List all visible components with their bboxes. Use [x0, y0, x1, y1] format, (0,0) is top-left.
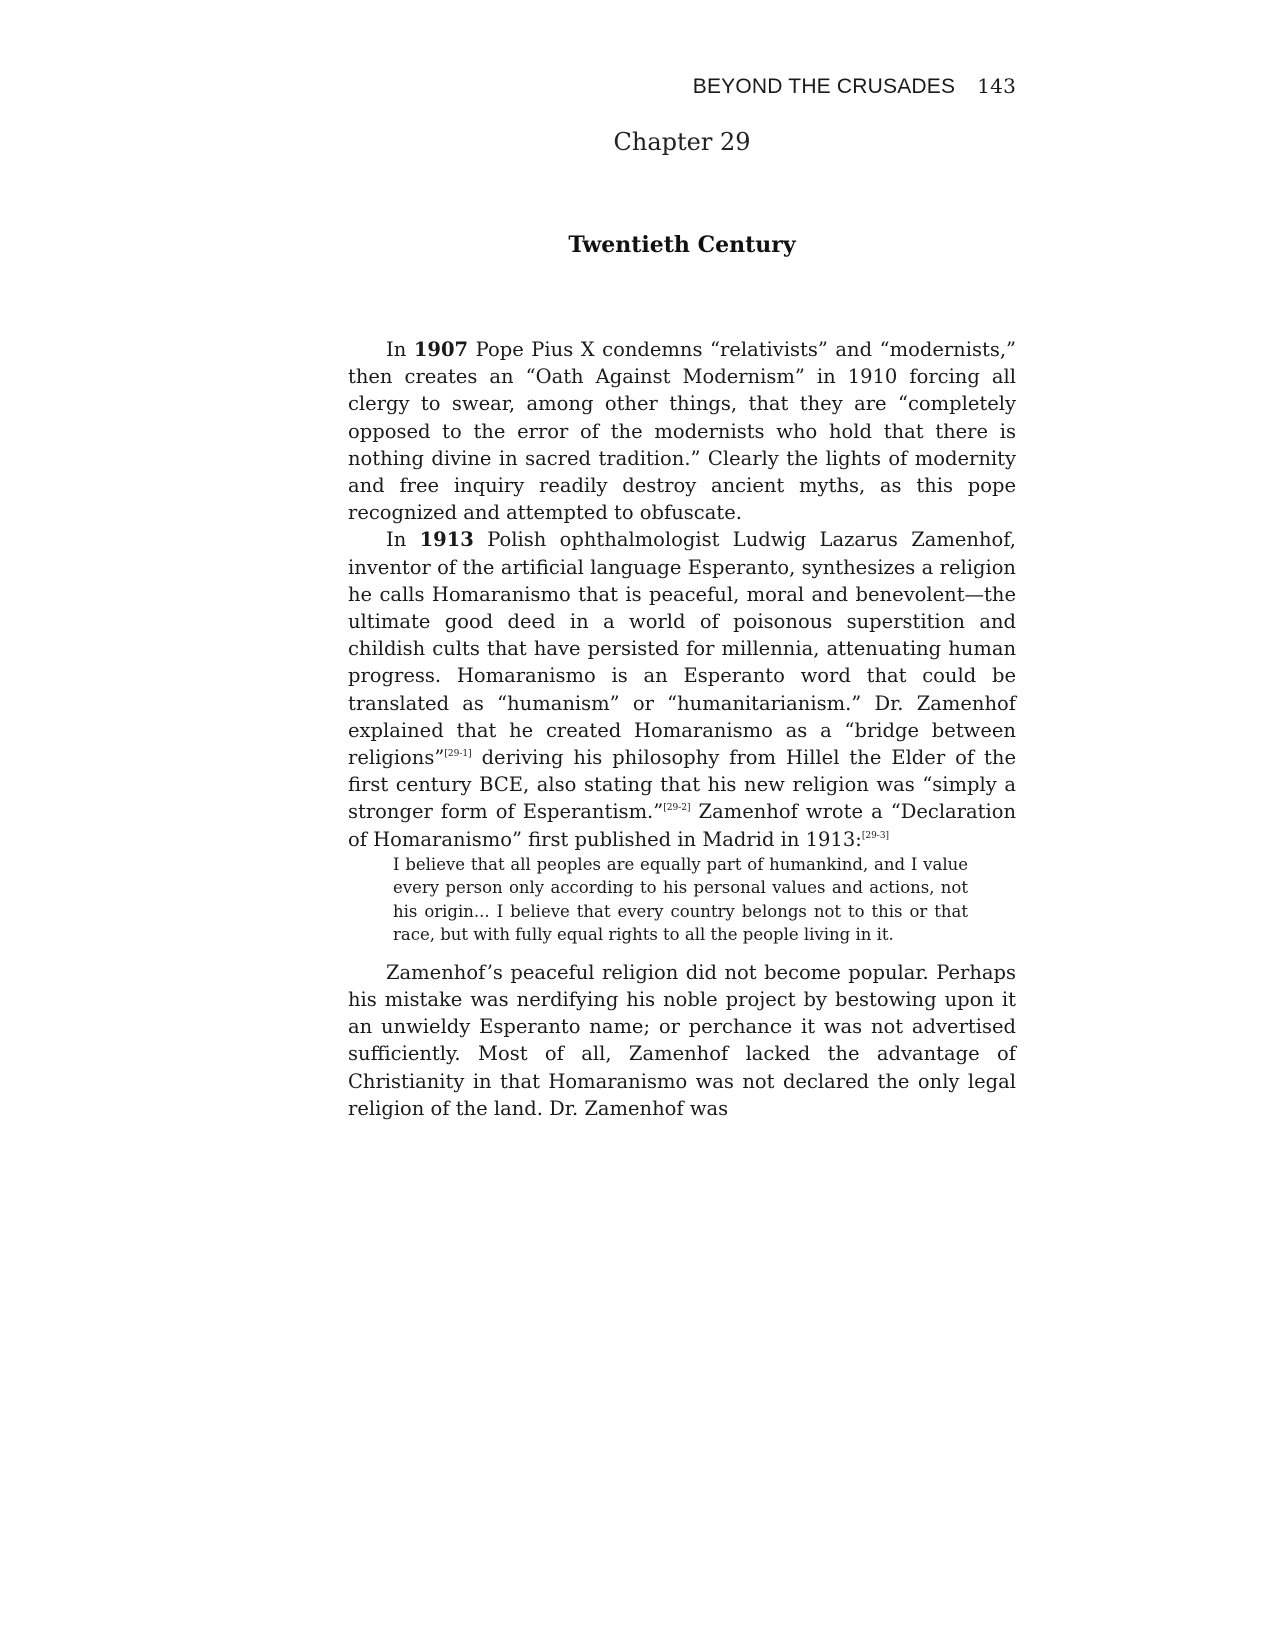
closing-paragraph: Zamenhof’s peaceful religion did not become popular. Perhaps his mistake was nerdifying his noble project by bestowing upon it an unwieldy Esperanto name; or perchance it was not advertised sufficiently. Most of all, Zamenhof lacked the advantage of Christianity in that Homaranismo was not declared the only legal religion of the land. Dr. Zamenhof was	[348, 960, 1016, 1120]
paragraph-lead: In	[386, 528, 420, 552]
paragraph-text: deriving his philosophy from Hillel the Elder of the first century BCE, also stating that his new religion was “simply a stronger form of Esperantism.”	[348, 746, 1016, 824]
paragraph-text: Polish ophthalmologist Ludwig Lazarus Zamenhof, inventor of the artificial language Esperanto, synthesizes a religion he calls Homaranismo that is peaceful, moral and benevolent—the ultimate good deed in a world of poisonous superstition and childish cults that have persisted for millennia, attenuating human progress. Homaranismo is an Esperanto word that could be translated as “humanism” or “humanitarianism.” Dr. Zamenhof explained that he created Homaranismo as a “bridge between religions”	[348, 528, 1016, 770]
year-1913: 1913	[419, 528, 474, 552]
running-title: BEYOND THE CRUSADES	[692, 75, 956, 98]
footnote-ref-29-1[interactable]: [29-1]	[444, 749, 472, 760]
page-number: 143	[977, 74, 1016, 98]
chapter-title: Twentieth Century	[568, 232, 796, 258]
year-1907: 1907	[413, 338, 469, 361]
paragraph-text: Pope Pius X condemns “relativists” and “modernists,” then creates an “Oath Against Modernism” in 1910 forcing all clergy to swear, among other things, that they are “completely opposed to the error of the modernists who hold that there is nothing divine in sacred tradition.” Clearly the lights of modernity and free inquiry readily destroy ancient myths, as this pope recognized and attempted to obfuscate.	[348, 338, 1016, 525]
running-head	[348, 74, 1016, 99]
footnote-ref-29-2[interactable]: [29-2]	[663, 803, 691, 814]
declaration-quote: I believe that all peoples are equally part of humankind, and I value every person only according to his personal values and actions, not his origin... I believe that every country belongs not to this or that race, but with fully equal rights to all the people living in it.	[393, 854, 968, 945]
paragraph-text: Zamenhof wrote a “Declaration of Homaranismo” first published in Madrid in 1913:	[348, 800, 1017, 851]
paragraph-1907	[348, 336, 1016, 526]
paragraph-lead: In	[386, 338, 414, 361]
body-text	[348, 336, 1016, 1122]
footnote-ref-29-3[interactable]: [29-3]	[861, 830, 890, 841]
paragraph-1913	[348, 526, 1016, 852]
chapter-label: Chapter 29	[613, 128, 751, 156]
